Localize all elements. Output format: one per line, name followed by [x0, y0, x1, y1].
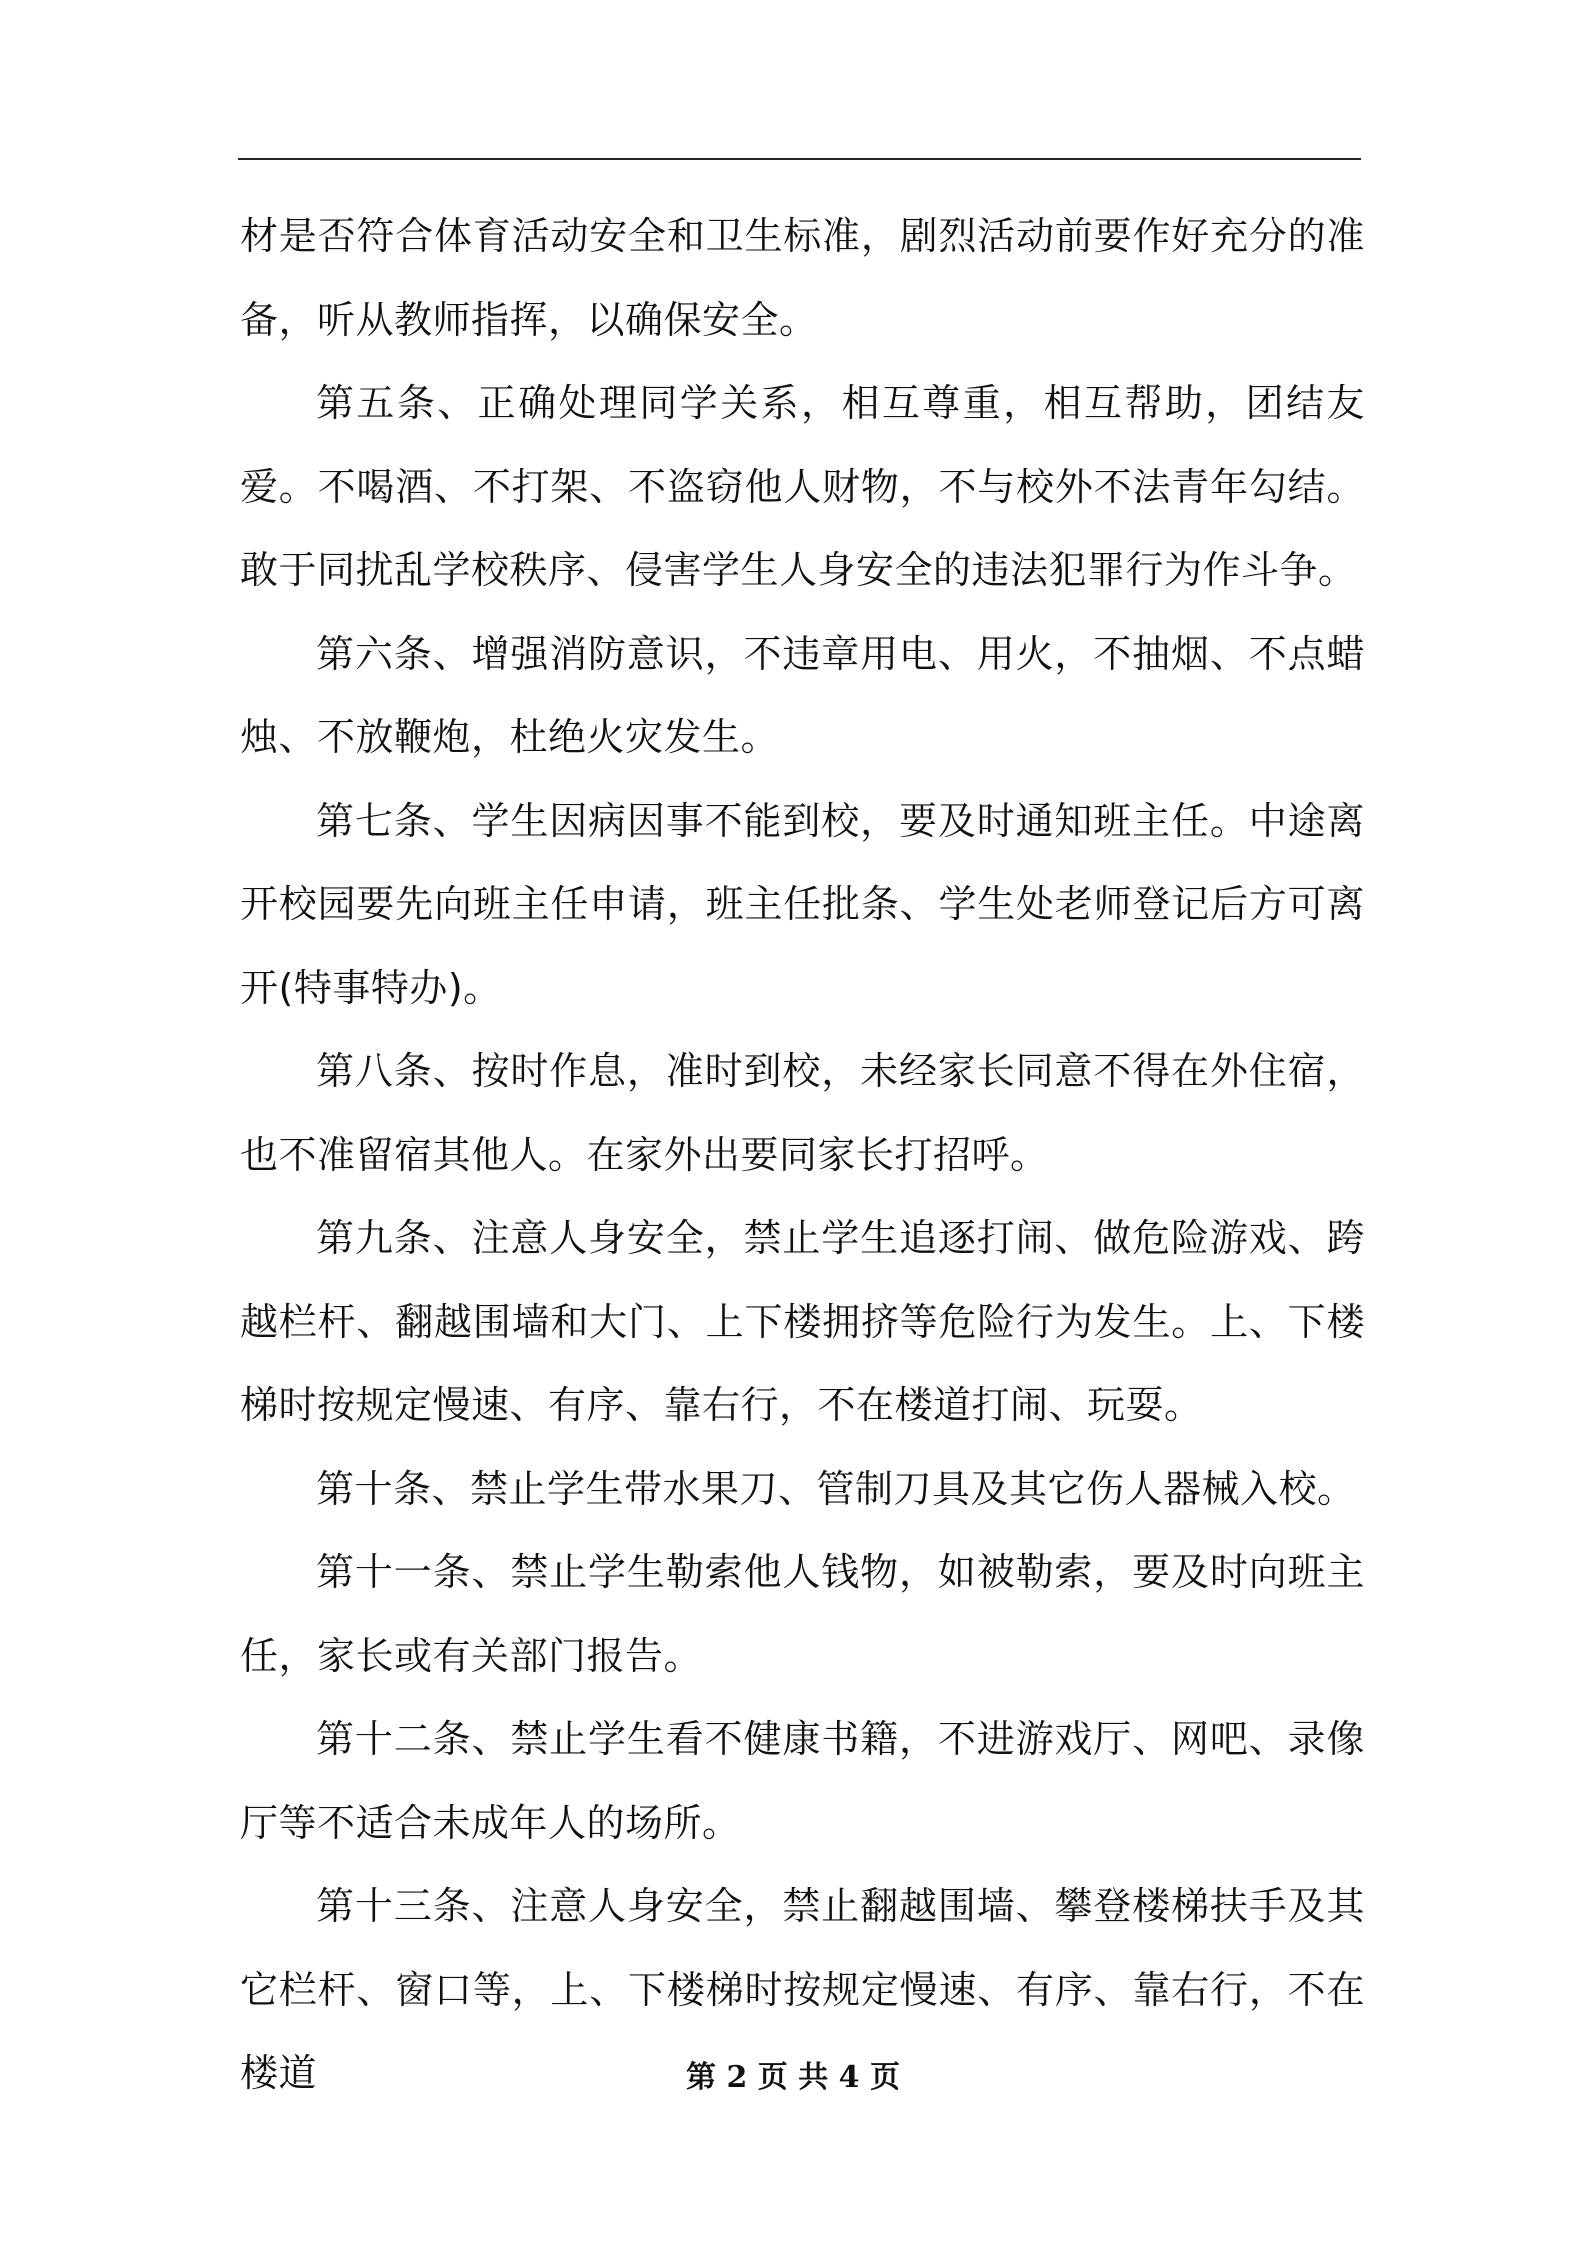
paragraph-article-7: 第七条、学生因病因事不能到校，要及时通知班主任。中途离开校园要先向班主任申请，班主任批条、学生处老师登记后方可离开(特事特办)。	[240, 798, 1365, 1010]
paragraph-article-12: 第十二条、禁止学生看不健康书籍，不进游戏厅、网吧、录像厅等不适合未成年人的场所。	[240, 1717, 1365, 1845]
paragraph-article-9: 第九条、注意人身安全，禁止学生追逐打闹、做危险游戏、跨越栏杆、翻越围墙和大门、上下楼拥挤等危险行为发生。上、下楼梯时按规定慢速、有序、靠右行，不在楼道打闹、玩耍。	[240, 1216, 1365, 1427]
paragraph-article-5: 第五条、正确处理同学关系，相互尊重，相互帮助，团结友爱。不喝酒、不打架、不盗窃他人财物，不与校外不法青年勾结。敢于同扰乱学校秩序、侵害学生人身安全的违法犯罪行为作斗争。	[240, 381, 1365, 592]
paragraph-article-8: 第八条、按时作息，准时到校，未经家长同意不得在外住宿，也不准留宿其他人。在家外出要同家长打招呼。	[240, 1049, 1365, 1177]
header-rule	[238, 158, 1361, 160]
document-body	[240, 195, 1365, 2116]
paragraph-continuation: 材是否符合体育活动安全和卫生标准，剧烈活动前要作好充分的准备，听从教师指挥，以确保安全。	[240, 214, 1365, 342]
paragraph-article-13: 第十三条、注意人身安全，禁止翻越围墙、攀登楼梯扶手及其它栏杆、窗口等，上、下楼梯时按规定慢速、有序、靠右行，不在楼道	[240, 1884, 1365, 2095]
paragraph-article-10: 第十条、禁止学生带水果刀、管制刀具及其它伤人器械入校。	[316, 1466, 1356, 1511]
paragraph-article-11: 第十一条、禁止学生勒索他人钱物，如被勒索，要及时向班主任，家长或有关部门报告。	[240, 1550, 1365, 1678]
paragraph-article-6: 第六条、增强消防意识，不违章用电、用火，不抽烟、不点蜡烛、不放鞭炮，杜绝火灾发生。	[240, 631, 1365, 759]
page-number-footer: 第 2 页 共 4 页	[686, 2060, 900, 2095]
